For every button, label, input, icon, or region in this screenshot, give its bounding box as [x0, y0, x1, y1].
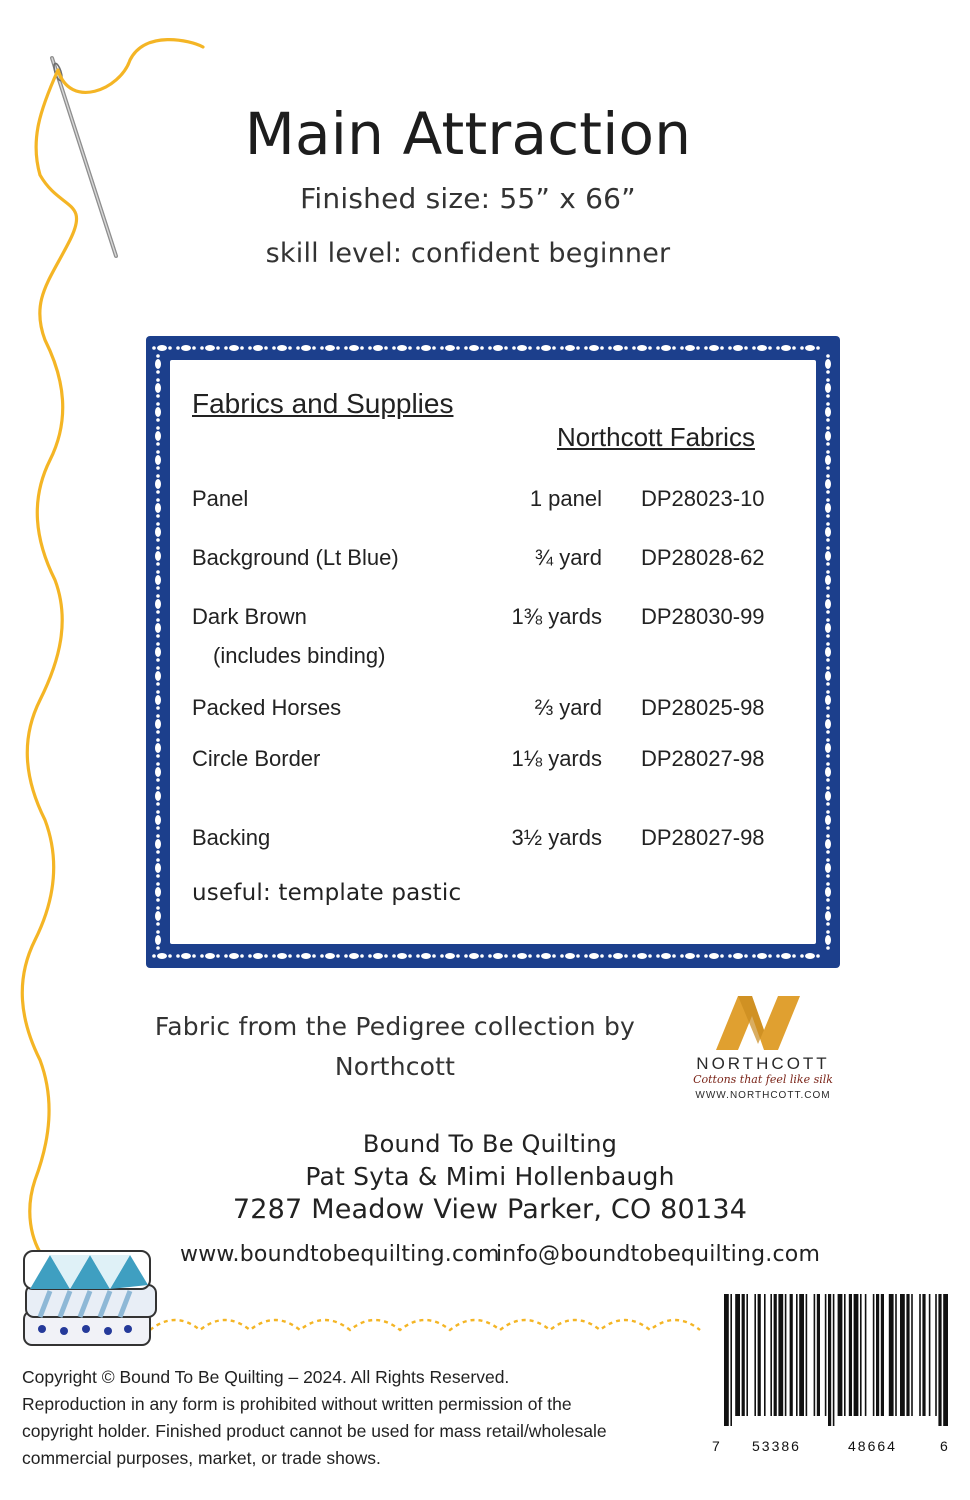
eyelet-mark — [155, 498, 161, 518]
eyelet-mark — [392, 345, 412, 351]
northcott-logo-url: WWW.NORTHCOTT.COM — [695, 1090, 831, 1101]
barcode-bar — [900, 1294, 905, 1416]
eyelet-mark — [825, 690, 831, 710]
eyelet-mark — [155, 402, 161, 422]
eyelet-mark — [825, 498, 831, 518]
eyelet-mark — [825, 426, 831, 446]
barcode-digit-first: 7 — [712, 1438, 720, 1454]
barcode-bar — [754, 1294, 756, 1416]
eyelet-mark — [704, 953, 724, 959]
barcode-group-1: 53386 — [752, 1438, 801, 1454]
fabric-note: (includes binding) — [213, 643, 386, 668]
barcode-bar — [770, 1294, 772, 1416]
barcode-bar — [833, 1294, 835, 1426]
barcode-bar — [799, 1294, 804, 1416]
eyelet-mark — [680, 953, 700, 959]
fabric-code: DP28025-98 — [641, 695, 765, 720]
email-link[interactable]: info@boundtobequilting.com — [496, 1242, 821, 1267]
eyelet-mark — [155, 690, 161, 710]
fabric-name: Circle Border — [192, 746, 321, 771]
eyelet-mark — [752, 345, 772, 351]
fabric-name: Packed Horses — [192, 695, 342, 720]
eyelet-mark — [155, 522, 161, 542]
eyelet-mark — [825, 546, 831, 566]
eyelet-mark — [825, 474, 831, 494]
eyelet-mark — [248, 953, 268, 959]
eyelet-mark — [608, 953, 628, 959]
eyelet-mark — [155, 810, 161, 830]
eyelet-mark — [656, 953, 676, 959]
barcode-bar — [790, 1294, 793, 1416]
eyelet-mark — [320, 345, 340, 351]
eyelet-mark — [536, 953, 556, 959]
eyelet-mark — [825, 834, 831, 854]
eyelet-mark — [155, 354, 161, 374]
finished-size: Finished size: 55” x 66” — [300, 182, 636, 215]
eyelet-mark — [224, 953, 244, 959]
scalloped-stitch-line — [150, 1320, 700, 1330]
eyelet-mark — [825, 858, 831, 878]
eyelet-mark — [488, 345, 508, 351]
fabric-qty: ⅔ yard — [534, 695, 602, 720]
eyelet-mark — [155, 570, 161, 590]
eyelet-mark — [155, 858, 161, 878]
eyelet-mark — [248, 345, 268, 351]
barcode-bar — [929, 1294, 931, 1416]
eyelet-mark — [155, 906, 161, 926]
eyelet-mark — [776, 953, 796, 959]
eyelet-mark — [155, 714, 161, 734]
eyelet-mark — [488, 953, 508, 959]
eyelet-mark — [200, 953, 220, 959]
barcode-bar — [943, 1294, 948, 1426]
fabric-qty: 3½ yards — [511, 825, 602, 850]
eyelet-mark — [825, 450, 831, 470]
barcode-bar — [828, 1294, 831, 1426]
skill-level: skill level: confident beginner — [265, 238, 671, 269]
barcode-bar — [825, 1294, 827, 1416]
eyelet-mark — [825, 642, 831, 662]
northcott-logo-mark-icon — [712, 992, 802, 1052]
fabric-name: Dark Brown — [192, 604, 307, 629]
eyelet-mark — [825, 786, 831, 806]
barcode-bar — [838, 1294, 843, 1416]
barcode-bar — [938, 1294, 941, 1426]
eyelet-mark — [344, 953, 364, 959]
eyelet-mark — [296, 953, 316, 959]
barcode-bar — [758, 1294, 761, 1416]
barcode-bar — [814, 1294, 816, 1416]
copyright-line: commercial purposes, market, or trade shows. — [22, 1448, 381, 1468]
eyelet-mark — [512, 953, 532, 959]
eyelet-mark — [608, 345, 628, 351]
useful-supplies-note: useful: template pastic — [192, 880, 462, 906]
quilt-stack-illustration — [20, 1245, 160, 1350]
eyelet-mark — [728, 345, 748, 351]
eyelet-mark — [512, 345, 532, 351]
eyelet-mark — [416, 345, 436, 351]
fabric-name: Panel — [192, 486, 249, 511]
eyelet-mark — [155, 594, 161, 614]
eyelet-mark — [825, 618, 831, 638]
eyelet-mark — [680, 345, 700, 351]
fabric-qty: 1⅛ yards — [511, 746, 602, 771]
eyelet-mark — [825, 810, 831, 830]
eyelet-mark — [464, 953, 484, 959]
eyelet-mark — [440, 345, 460, 351]
barcode-bar — [935, 1294, 937, 1416]
barcode-bar — [922, 1294, 925, 1416]
eyelet-mark — [155, 666, 161, 686]
copyright-line: Copyright © Bound To Be Quilting – 2024. All Rights Reserved. — [22, 1367, 510, 1387]
fabric-qty: ¾ yard — [534, 545, 602, 570]
eyelet-mark — [536, 345, 556, 351]
upc-barcode — [712, 1288, 958, 1428]
eyelet-mark — [560, 345, 580, 351]
fabric-code: DP28027-98 — [641, 746, 765, 771]
fabric-code: DP28028-62 — [641, 545, 765, 570]
eyelet-mark — [155, 450, 161, 470]
eyelet-mark — [825, 666, 831, 686]
eyelet-mark — [584, 345, 604, 351]
eyelet-mark — [368, 345, 388, 351]
eyelet-mark — [296, 345, 316, 351]
mailing-address: 7287 Meadow View Parker, CO 80134 — [232, 1194, 748, 1225]
copyright-line: Reproduction in any form is prohibited without written permission of the — [22, 1394, 572, 1414]
barcode-digit-last: 6 — [940, 1438, 948, 1454]
collection-line-1: Fabric from the Pedigree collection by — [154, 1012, 636, 1041]
eyelet-mark — [155, 762, 161, 782]
eyelet-mark — [155, 738, 161, 758]
eyelet-mark — [155, 426, 161, 446]
eyelet-mark — [825, 762, 831, 782]
northcott-logo-name: NORTHCOTT — [696, 1054, 830, 1073]
eyelet-mark — [560, 953, 580, 959]
barcode-bar — [796, 1294, 798, 1416]
eyelet-mark — [155, 546, 161, 566]
barcode-bar — [844, 1294, 846, 1416]
eyelet-mark — [176, 345, 196, 351]
website-link[interactable]: www.boundtobequilting.com — [180, 1242, 500, 1267]
eyelet-mark — [272, 345, 292, 351]
eyelet-mark — [368, 953, 388, 959]
barcode-bar — [724, 1294, 729, 1426]
eyelet-mark — [825, 570, 831, 590]
pattern-title: Main Attraction — [244, 100, 692, 168]
barcode-bar — [778, 1294, 783, 1416]
eyelet-mark — [825, 714, 831, 734]
collection-line-2: Northcott — [334, 1052, 456, 1081]
fabric-name: Backing — [192, 825, 271, 850]
eyelet-mark — [728, 953, 748, 959]
barcode-bar — [906, 1294, 909, 1416]
fabric-code: DP28023-10 — [641, 486, 765, 511]
eyelet-mark — [155, 642, 161, 662]
eyelet-mark — [155, 834, 161, 854]
eyelet-mark — [825, 354, 831, 374]
barcode-bar — [919, 1294, 921, 1416]
eyelet-mark — [440, 953, 460, 959]
eyelet-mark — [224, 345, 244, 351]
eyelet-mark — [825, 930, 831, 950]
northcott-logo-tagline: Cottons that feel like silk — [693, 1073, 833, 1086]
copyright-line: copyright holder. Finished product cannot be used for mass retail/wholesale — [22, 1421, 607, 1441]
barcode-bar — [860, 1294, 862, 1416]
barcode-bar — [865, 1294, 867, 1416]
copyright-notice — [22, 1364, 607, 1472]
barcode-bar — [911, 1294, 913, 1416]
barcode-bar — [735, 1294, 740, 1416]
eyelet-mark — [776, 345, 796, 351]
eyelet-mark — [825, 402, 831, 422]
eyelet-mark — [825, 522, 831, 542]
eyelet-mark — [752, 953, 772, 959]
eyelet-mark — [584, 953, 604, 959]
barcode-bar — [889, 1294, 894, 1416]
eyelet-mark — [656, 345, 676, 351]
eyelet-mark — [704, 345, 724, 351]
eyelet-mark — [155, 618, 161, 638]
eyelet-mark — [155, 882, 161, 902]
barcode-bar — [764, 1294, 766, 1416]
eyelet-mark — [155, 474, 161, 494]
eyelet-mark — [825, 882, 831, 902]
eyelet-mark — [800, 345, 820, 351]
barcode-bar — [785, 1294, 787, 1416]
eyelet-mark — [176, 953, 196, 959]
eyelet-mark — [392, 953, 412, 959]
eyelet-mark — [632, 345, 652, 351]
fabric-code: DP28030-99 — [641, 604, 765, 629]
barcode-bar — [849, 1294, 852, 1416]
designer-names: Pat Syta & Mimi Hollenbaugh — [305, 1162, 675, 1191]
barcode-bar — [876, 1294, 879, 1416]
fabric-qty: 1⅜ yards — [511, 604, 602, 629]
eyelet-mark — [152, 345, 172, 351]
barcode-bar — [895, 1294, 897, 1416]
barcode-bar — [730, 1294, 732, 1426]
eyelet-mark — [825, 738, 831, 758]
eyelet-mark — [272, 953, 292, 959]
eyelet-mark — [344, 345, 364, 351]
barcode-bar — [817, 1294, 820, 1416]
fabric-qty: 1 panel — [529, 486, 602, 511]
eyelet-mark — [320, 953, 340, 959]
barcode-group-2: 48664 — [848, 1438, 897, 1454]
barcode-bar — [742, 1294, 745, 1416]
eyelet-mark — [632, 953, 652, 959]
company-name: Bound To Be Quilting — [362, 1130, 618, 1158]
eyelet-mark — [464, 345, 484, 351]
eyelet-mark — [200, 345, 220, 351]
barcode-bar — [806, 1294, 808, 1416]
eyelet-mark — [825, 906, 831, 926]
eyelet-mark — [800, 953, 820, 959]
barcode-bar — [774, 1294, 777, 1416]
barcode-bar — [881, 1294, 884, 1416]
fabrics-heading: Fabrics and Supplies — [192, 388, 454, 419]
eyelet-mark — [155, 378, 161, 398]
barcode-bar — [746, 1294, 748, 1416]
eyelet-mark — [152, 953, 172, 959]
fabric-code: DP28027-98 — [641, 825, 765, 850]
eyelet-mark — [825, 378, 831, 398]
barcode-bar — [854, 1294, 859, 1416]
eyelet-mark — [155, 786, 161, 806]
barcode-bar — [873, 1294, 875, 1416]
eyelet-mark — [825, 594, 831, 614]
eyelet-mark — [416, 953, 436, 959]
fabric-name: Background (Lt Blue) — [192, 545, 399, 570]
eyelet-mark — [155, 930, 161, 950]
supplier-heading: Northcott Fabrics — [557, 422, 755, 452]
